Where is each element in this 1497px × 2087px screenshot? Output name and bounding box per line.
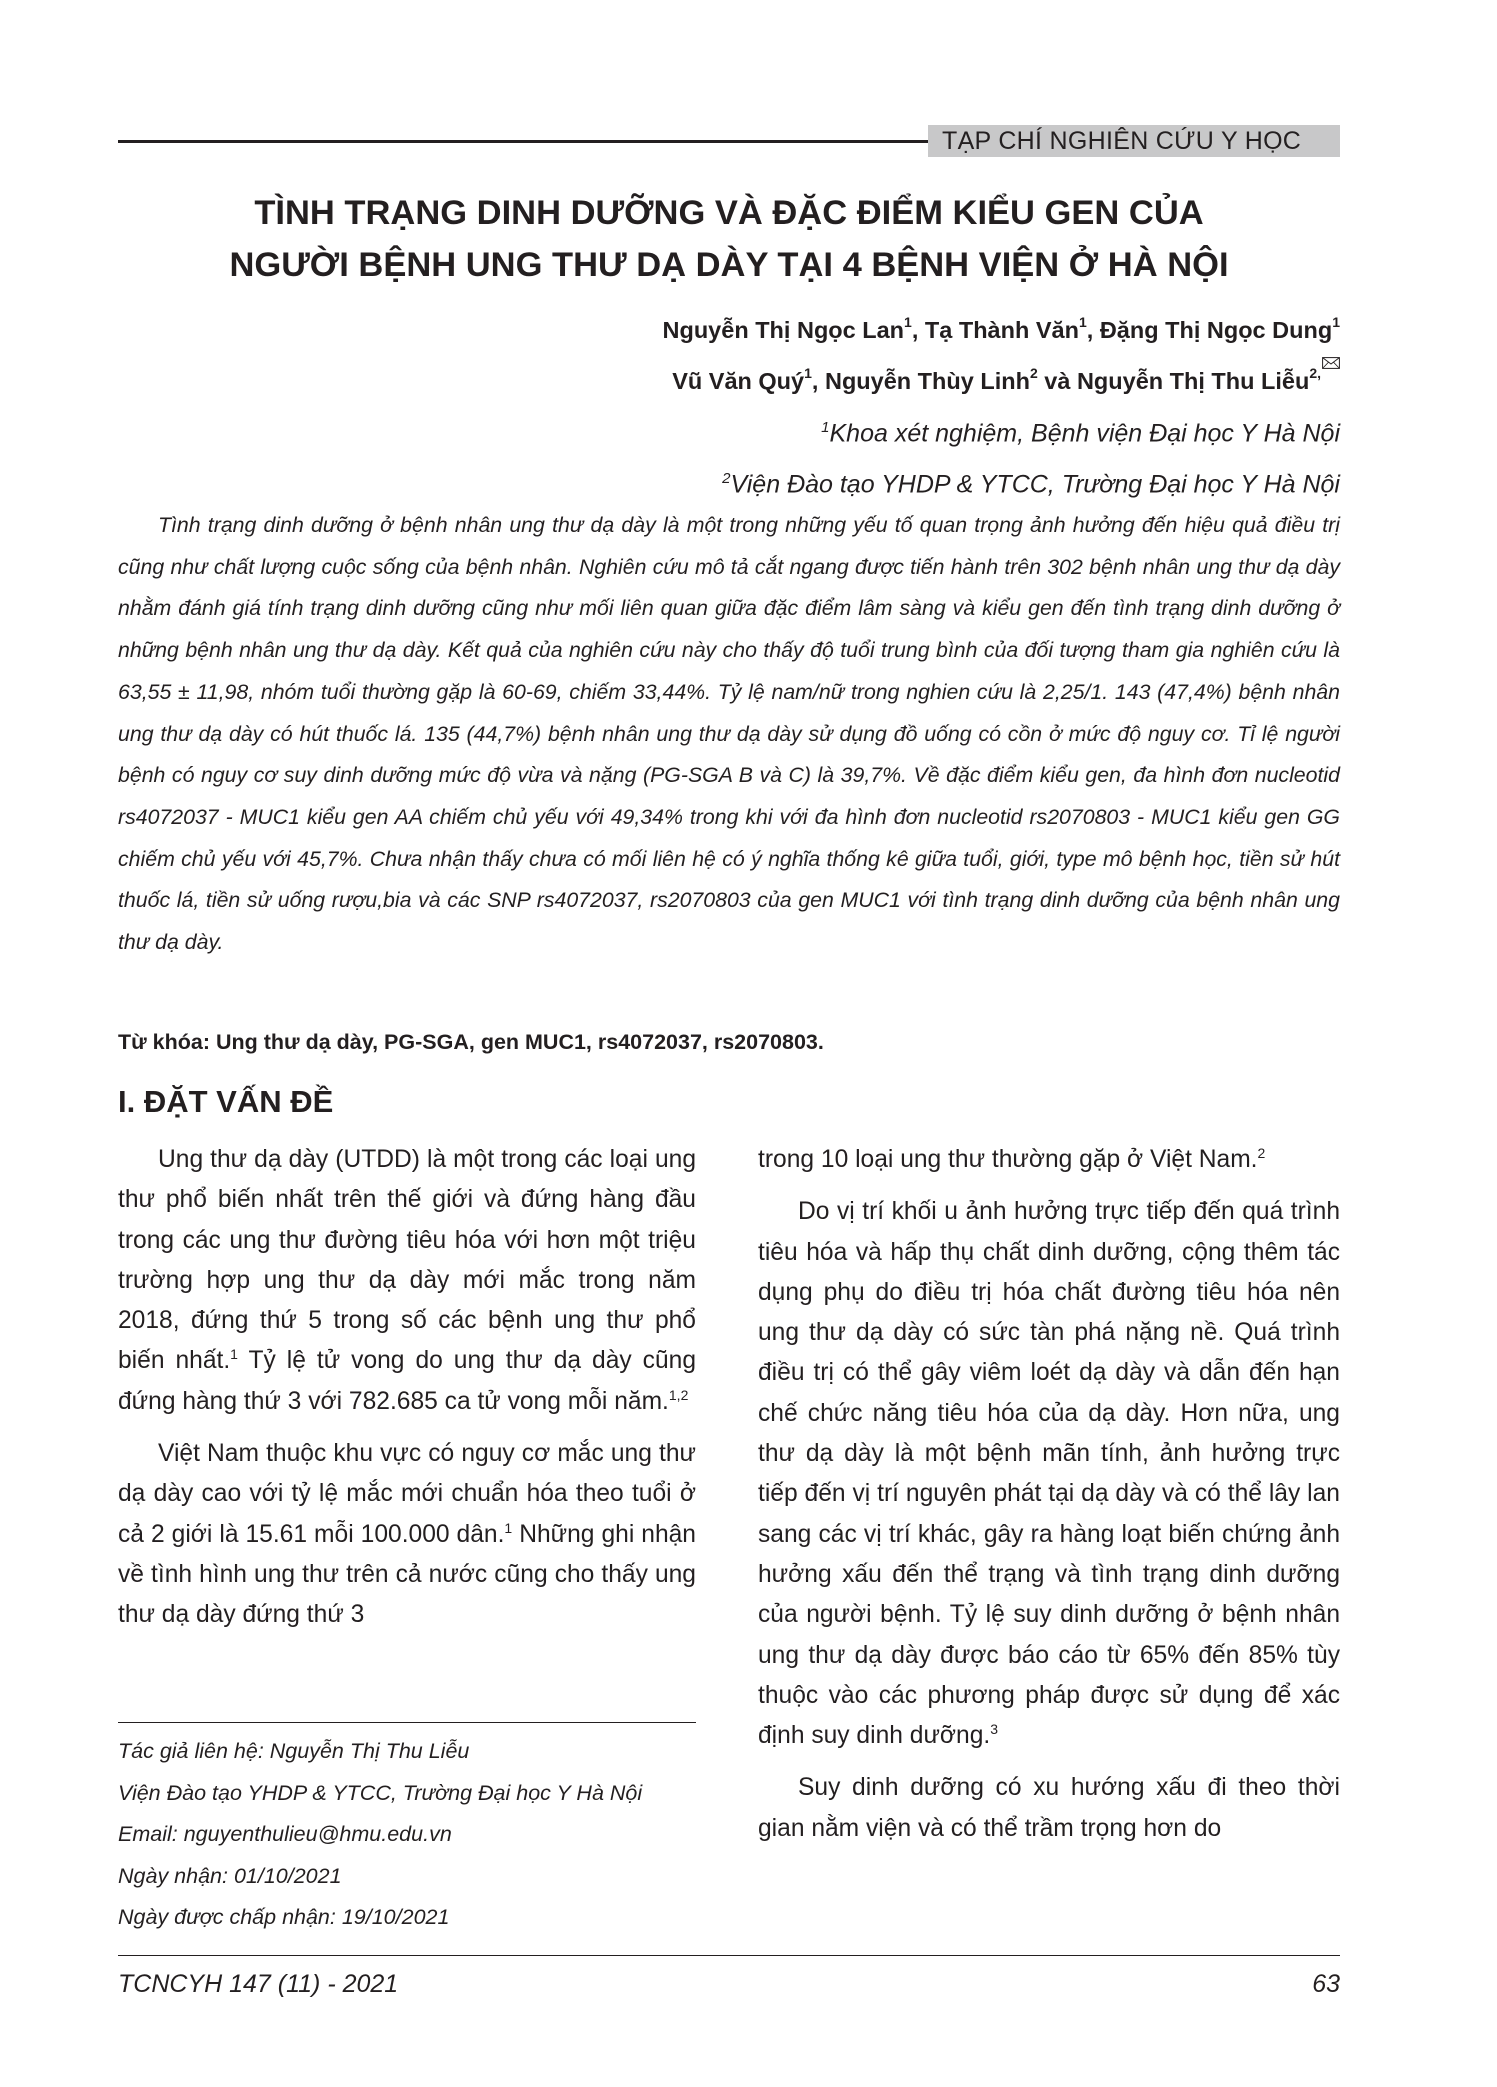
citation-ref: 3 [990, 1720, 999, 1737]
affiliation-text: Khoa xét nghiệm, Bệnh viện Đại học Y Hà Nội [829, 419, 1340, 448]
title-line-1: TÌNH TRẠNG DINH DƯỠNG VÀ ĐẶC ĐIỂM KIỂU GEN CỦA [254, 194, 1204, 232]
correspondence-footnote [118, 1731, 696, 1939]
citation-ref: 1 [504, 1519, 513, 1536]
accepted-date: Ngày được chấp nhận: 19/10/2021 [118, 1905, 450, 1929]
author-affiliation-mark: 1 [904, 314, 912, 330]
envelope-icon [1322, 357, 1340, 369]
citation-ref: 1,2 [668, 1386, 689, 1403]
author-separator: , [1086, 316, 1100, 343]
paragraph-text: Do vị trí khối u ảnh hưởng trực tiếp đến quá trình tiêu hóa và hấp thụ chất dinh dưỡng, cộng thêm tác dụng phụ do điều trị hóa chất đường tiêu hóa nên ung thư dạ dày có sức tàn phá nặng nề. Quá trình điều trị có thể gây viêm loét dạ dày và dẫn đến hạn chế chức năng tiêu hóa của dạ dày. Hơn nữa, ung thư dạ dày là một bệnh mãn tính, ảnh hưởng trực tiếp đến vị trí nguyên phát tại dạ dày và có thể lây lan sang các vị trí khác, gây ra hàng loạt biến chứng ảnh hưởng xấu đến thể trạng và tình trạng dinh dưỡng của người bệnh. Tỷ lệ suy dinh dưỡng ở bệnh nhân ung thư dạ dày được báo cáo từ 65% đến 85% tùy thuộc vào các phương pháp được sử dụng để xác định suy dinh dưỡng. [758, 1198, 1340, 1750]
citation-ref: 2 [1257, 1144, 1266, 1161]
author-separator: , [911, 316, 925, 343]
affiliation-number: 1 [821, 419, 830, 436]
author-affiliation-mark: 1 [804, 364, 812, 381]
body-column-left [118, 1140, 696, 1648]
affiliation-1 [722, 405, 1340, 456]
paragraph-text: Tỷ lệ tử vong do ung thư dạ dày cũng đứng hàng thứ 3 với 782.685 ca tử vong mỗi năm. [118, 1347, 696, 1415]
header-rule [118, 140, 930, 143]
author-affiliation-mark: 1 [1332, 314, 1340, 330]
keywords: Từ khóa: Ung thư dạ dày, PG-SGA, gen MUC1, rs4072037, rs2070803. [118, 1030, 824, 1054]
corresponding-author: Tác giả liên hệ: Nguyễn Thị Thu Liễu [118, 1739, 470, 1763]
journal-citation: TCNCYH 147 (11) - 2021 [118, 1970, 399, 1998]
affiliation-number: 2 [722, 470, 731, 488]
author-name: Nguyễn Thùy Linh [824, 367, 1030, 394]
paragraph-text: Những ghi nhận về tình hình ung thư trên cả nước cũng cho thấy ung thư dạ dày đứng thứ 3 [118, 1520, 696, 1629]
article-title [118, 187, 1340, 291]
section-heading: I. ĐẶT VẤN ĐỀ [118, 1084, 334, 1119]
corresponding-institution: Viện Đào tạo YHDP & YTCC, Trường Đại học Y Hà Nội [118, 1780, 643, 1805]
paragraph-text: Ung thư dạ dày (UTDD) là một trong các loại ung thư phổ biến nhất trên thế giới và đứng hàng đầu trong các ung thư đường tiêu hóa với hơn một triệu trường hợp ung thư dạ dày mới mắc trong năm 2018, đứng thứ 5 trong số các bệnh ung thư phổ biến nhất. [118, 1146, 696, 1375]
author-name: Tạ Thành Văn [924, 316, 1079, 343]
body-paragraph [758, 1140, 1340, 1180]
author-name: Vũ Văn Quý [672, 367, 805, 394]
paragraph-text: Việt Nam thuộc khu vực có nguy cơ mắc ung thư dạ dày cao với tỷ lệ mắc mới chuẩn hóa theo tuổi ở cả 2 giới là 15.61 mỗi 100.000 dân. [118, 1440, 696, 1548]
body-paragraph [118, 1434, 696, 1635]
paragraph-text: Suy dinh dưỡng có xu hướng xấu đi theo thời gian nằm viện và có thể trầm trọng hơn do [758, 1774, 1340, 1842]
body-paragraph [758, 1768, 1340, 1849]
author-affiliation-mark: 1 [1078, 314, 1087, 330]
affiliation-2 [722, 456, 1340, 507]
corresponding-email: Email: nguyenthulieu@hmu.edu.vn [118, 1822, 452, 1846]
author-affiliation-mark: 2, [1309, 364, 1321, 381]
journal-name: TẠP CHÍ NGHIÊN CỨU Y HỌC [928, 125, 1340, 157]
title-line-2: NGƯỜI BỆNH UNG THƯ DẠ DÀY TẠI 4 BỆNH VIỆN Ở HÀ NỘI [229, 246, 1229, 284]
author-separator: , [811, 367, 825, 394]
citation-ref: 1 [230, 1346, 238, 1363]
affiliation-list [722, 405, 1340, 508]
author-line-1 [663, 302, 1341, 353]
author-list [663, 302, 1341, 404]
abstract: Tình trạng dinh dưỡng ở bệnh nhân ung thư dạ dày là một trong những yếu tố quan trọng ảnh hưởng đến hiệu quả điều trị cũng như chất lượng cuộc sống của bệnh nhân. Nghiên cứu mô tả cắt ngang được tiến hành trên 302 bệnh nhân ung thư dạ dày nhằm đánh giá tính trạng dinh dưỡng cũng như mối liên quan giữa đặc điểm lâm sàng và kiểu gen đến tình trạng dinh dưỡng ở những bệnh nhân ung thư dạ dày. Kết quả của nghiên cứu này cho thấy độ tuổi trung bình của đối tượng tham gia nghiên cứu là 63,55 ± 11,98, nhóm tuổi thường gặp là 60-69, chiếm 33,44%. Tỷ lệ nam/nữ trong nghien cứu là 2,25/1. 143 (47,4%) bệnh nhân ung thư dạ dày có hút thuốc lá. 135 (44,7%) bệnh nhân ung thư dạ dày sử dụng đồ uống có cồn ở mức độ nguy cơ. Tỉ lệ người bệnh có nguy cơ suy dinh dưỡng mức độ vừa và nặng (PG-SGA B và C) là 39,7%. Về đặc điểm kiểu gen, đa hình đơn nucleotid rs4072037 - MUC1 kiểu gen AA chiếm chủ yếu với 49,34% trong khi với đa hình đơn nucleotid rs2070803 - MUC1 kiểu gen GG chiếm chủ yếu với 45,7%. Chưa nhận thấy chưa có mối liên hệ có ý nghĩa thống kê giữa tuổi, giới, type mô bệnh học, tiền sử hút thuốc lá, tiền sử uống rượu,bia và các SNP rs4072037, rs2070803 của gen MUC1 với tình trạng dinh dưỡng của bệnh nhân ung thư dạ dày. [118, 513, 1340, 955]
author-affiliation-mark: 2 [1029, 364, 1038, 381]
author-line-2 [663, 353, 1341, 404]
footnote-rule [118, 1722, 696, 1723]
author-name: Nguyễn Thị Thu Liễu [1076, 367, 1310, 394]
footer-rule [118, 1955, 1340, 1956]
body-paragraph [118, 1140, 696, 1422]
body-paragraph [758, 1192, 1340, 1756]
received-date: Ngày nhận: 01/10/2021 [118, 1863, 342, 1888]
author-conjunction: và [1044, 367, 1071, 394]
author-name: Nguyễn Thị Ngọc Lan [662, 316, 905, 343]
body-column-right [758, 1140, 1340, 1861]
paragraph-text: trong 10 loại ung thư thường gặp ở Việt Nam. [758, 1146, 1258, 1173]
author-name: Đặng Thị Ngọc Dung [1099, 316, 1333, 343]
affiliation-text: Viện Đào tạo YHDP & YTCC, Trường Đại học Y Hà Nội [730, 470, 1340, 499]
page-number: 63 [1312, 1970, 1340, 1998]
